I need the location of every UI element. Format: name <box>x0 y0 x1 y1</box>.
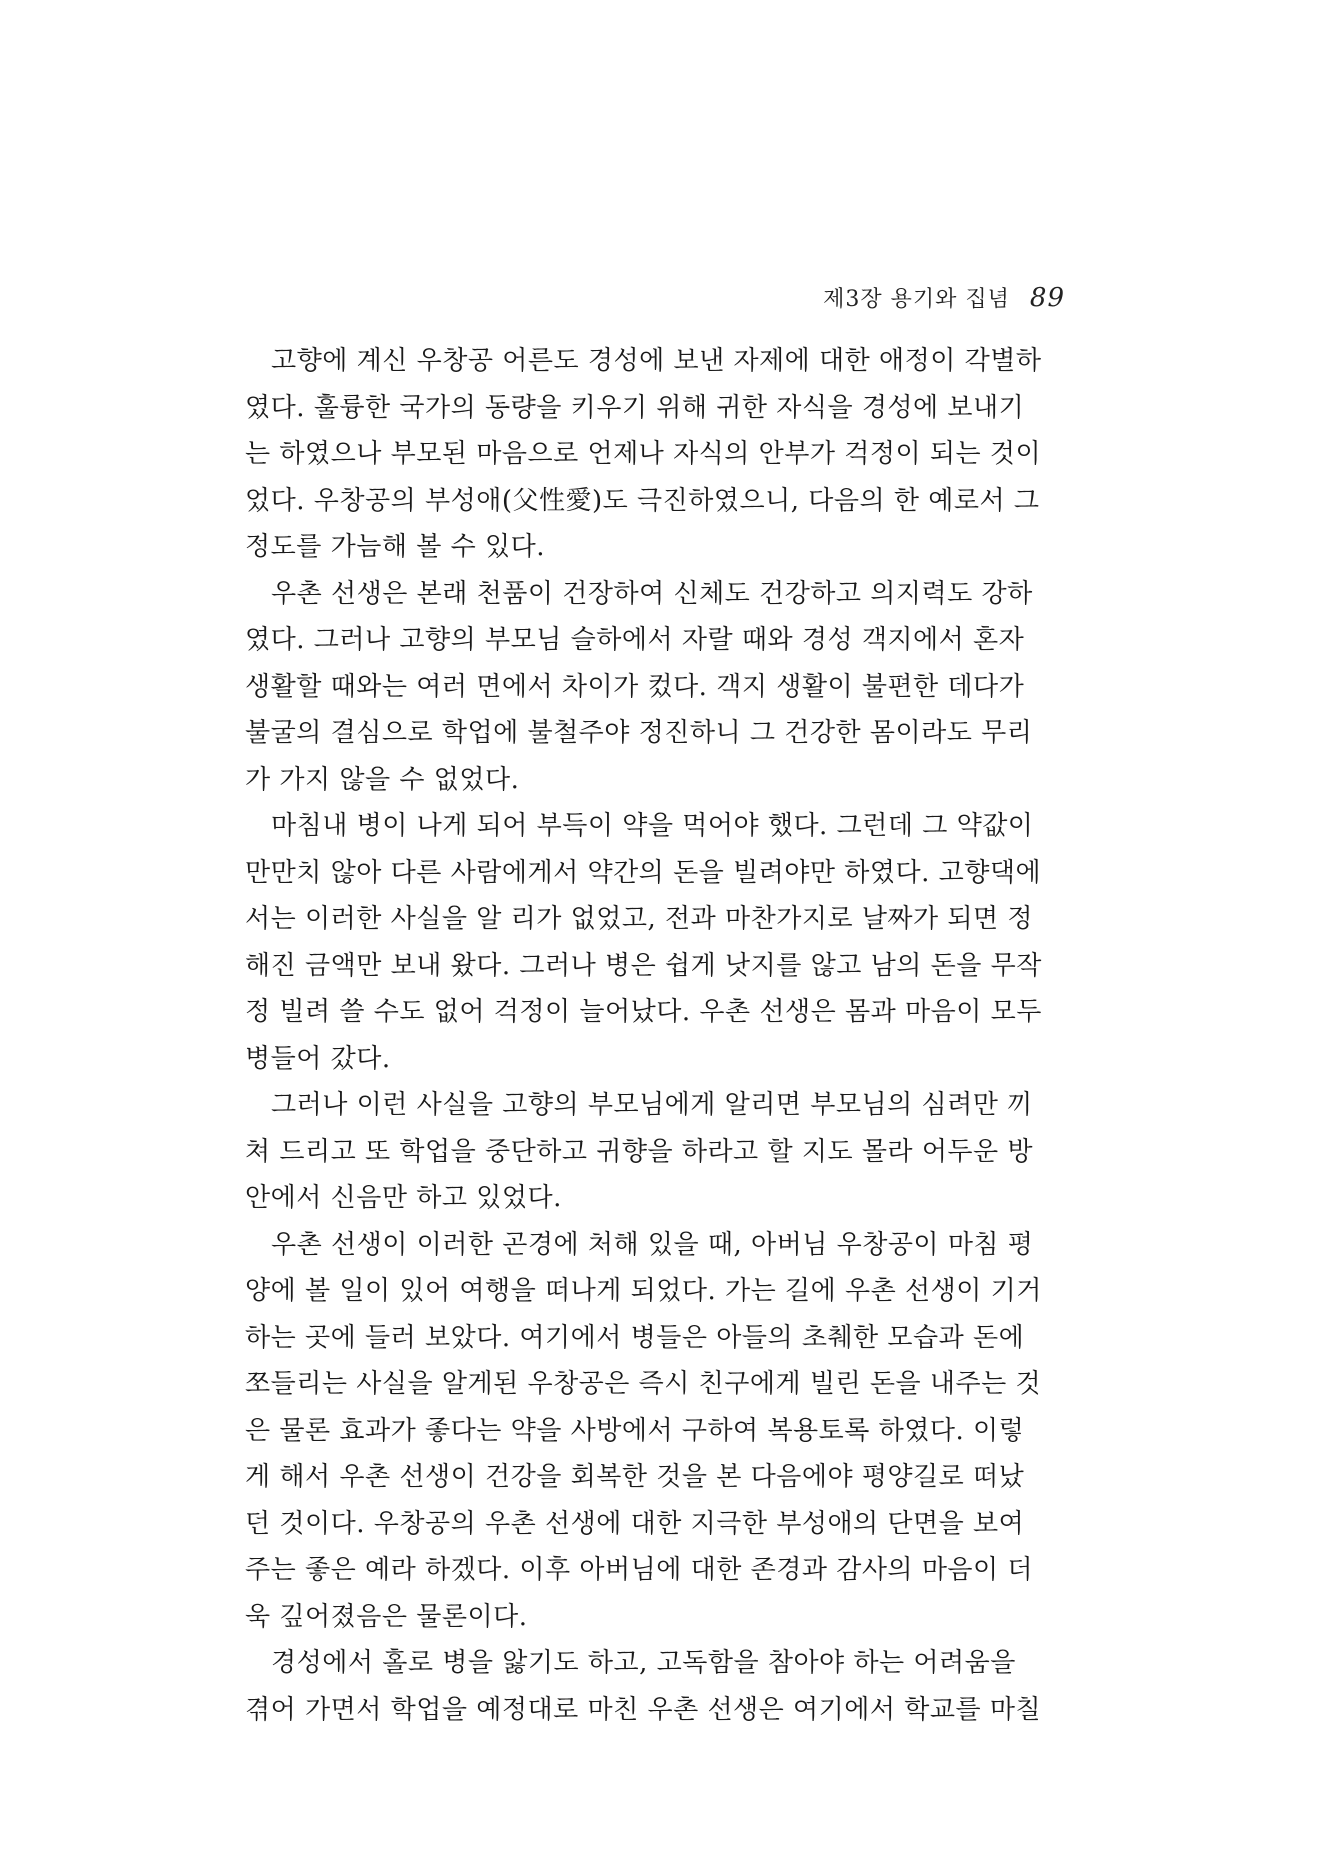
paragraph-3-line-5: 정 빌려 쓸 수도 없어 걱정이 늘어났다. 우촌 선생은 몸과 마음이 모두 <box>245 997 1042 1027</box>
paragraph-1-line-4: 었다. 우창공의 부성애(父性愛)도 극진하였으니, 다음의 한 예로서 그 <box>245 485 1040 516</box>
paragraph-4-line-3: 안에서 신음만 하고 있었다. <box>245 1183 562 1213</box>
paragraph-2-line-2: 였다. 그러나 고향의 부모님 슬하에서 자랄 때와 경성 객지에서 혼자 <box>245 625 1025 655</box>
paragraph-5-line-8: 주는 좋은 예라 하겠다. 이후 아버님에 대한 존경과 감사의 마음이 더 <box>245 1555 1034 1585</box>
paragraph-3-line-1: 마침내 병이 나게 되어 부득이 약을 먹어야 했다. 그런데 그 약값이 <box>271 811 1034 841</box>
paragraph-5-line-9: 욱 깊어졌음은 물론이다. <box>245 1601 528 1632</box>
paragraph-2-line-1: 우촌 선생은 본래 천품이 건장하여 신체도 건강하고 의지력도 강하 <box>271 578 1033 609</box>
paragraph-2-line-3: 생활할 때와는 여러 면에서 차이가 컸다. 객지 생활이 불편한 데다가 <box>245 671 1025 702</box>
paragraph-1-line-5: 정도를 가늠해 볼 수 있다. <box>245 532 545 562</box>
paragraph-5-line-7: 던 것이다. 우창공의 우촌 선생에 대한 지극한 부성애의 단면을 보여 <box>245 1508 1025 1539</box>
paragraph-3-line-2: 만만치 않아 다른 사람에게서 약간의 돈을 빌려야만 하였다. 고향댁에 <box>245 857 1042 888</box>
paragraph-5-line-4: 쪼들리는 사실을 알게된 우창공은 즉시 친구에게 빌린 돈을 내주는 것 <box>245 1369 1042 1399</box>
paragraph-6-line-2: 겪어 가면서 학업을 예정대로 마친 우촌 선생은 여기에서 학교를 마칠 <box>245 1694 1042 1725</box>
running-header <box>823 282 1065 313</box>
paragraph-3-line-3: 서는 이러한 사실을 알 리가 없었고, 전과 마찬가지로 날짜가 되면 정 <box>245 904 1034 934</box>
paragraph-2-line-4: 불굴의 결심으로 학업에 불철주야 정진하니 그 건강한 몸이라도 무리 <box>245 718 1033 748</box>
paragraph-5-line-3: 하는 곳에 들러 보았다. 여기에서 병들은 아들의 초췌한 모습과 돈에 <box>245 1322 1025 1353</box>
paragraph-4-line-1: 그러나 이런 사실을 고향의 부모님에게 알리면 부모님의 심려만 끼 <box>271 1090 1033 1120</box>
paragraph-3-line-6: 병들어 갔다. <box>245 1043 391 1074</box>
paragraph-6-line-1: 경성에서 홀로 병을 앓기도 하고, 고독함을 참아야 하는 어려움을 <box>271 1648 1016 1678</box>
page-number: 89 <box>1029 283 1065 313</box>
paragraph-1-line-1: 고향에 계신 우창공 어른도 경성에 보낸 자제에 대한 애정이 각별하 <box>271 346 1042 376</box>
paragraph-5-line-2: 양에 볼 일이 있어 여행을 떠나게 되었다. 가는 길에 우촌 선생이 기거 <box>245 1276 1042 1306</box>
body-text <box>245 338 1065 1733</box>
paragraph-4-line-2: 쳐 드리고 또 학업을 중단하고 귀향을 하라고 할 지도 몰라 어두운 방 <box>245 1136 1034 1167</box>
paragraph-3-line-4: 해진 금액만 보내 왔다. 그러나 병은 쉽게 낫지를 않고 남의 돈을 무작 <box>245 950 1042 981</box>
paragraph-1-line-3: 는 하였으나 부모된 마음으로 언제나 자식의 안부가 걱정이 되는 것이 <box>245 439 1042 469</box>
paragraph-5-line-1: 우촌 선생이 이러한 곤경에 처해 있을 때, 아버님 우창공이 마침 평 <box>271 1229 1034 1260</box>
paragraph-5-line-5: 은 물론 효과가 좋다는 약을 사방에서 구하여 복용토록 하였다. 이렇 <box>245 1415 1025 1446</box>
chapter-title: 제3장 용기와 집념 <box>823 287 1010 312</box>
paragraph-5-line-6: 게 해서 우촌 선생이 건강을 회복한 것을 본 다음에야 평양길로 떠났 <box>245 1462 1025 1492</box>
paragraph-1-line-2: 였다. 훌륭한 국가의 동량을 키우기 위해 귀한 자식을 경성에 보내기 <box>245 392 1025 423</box>
paragraph-2-line-5: 가 가지 않을 수 없었다. <box>245 764 520 795</box>
